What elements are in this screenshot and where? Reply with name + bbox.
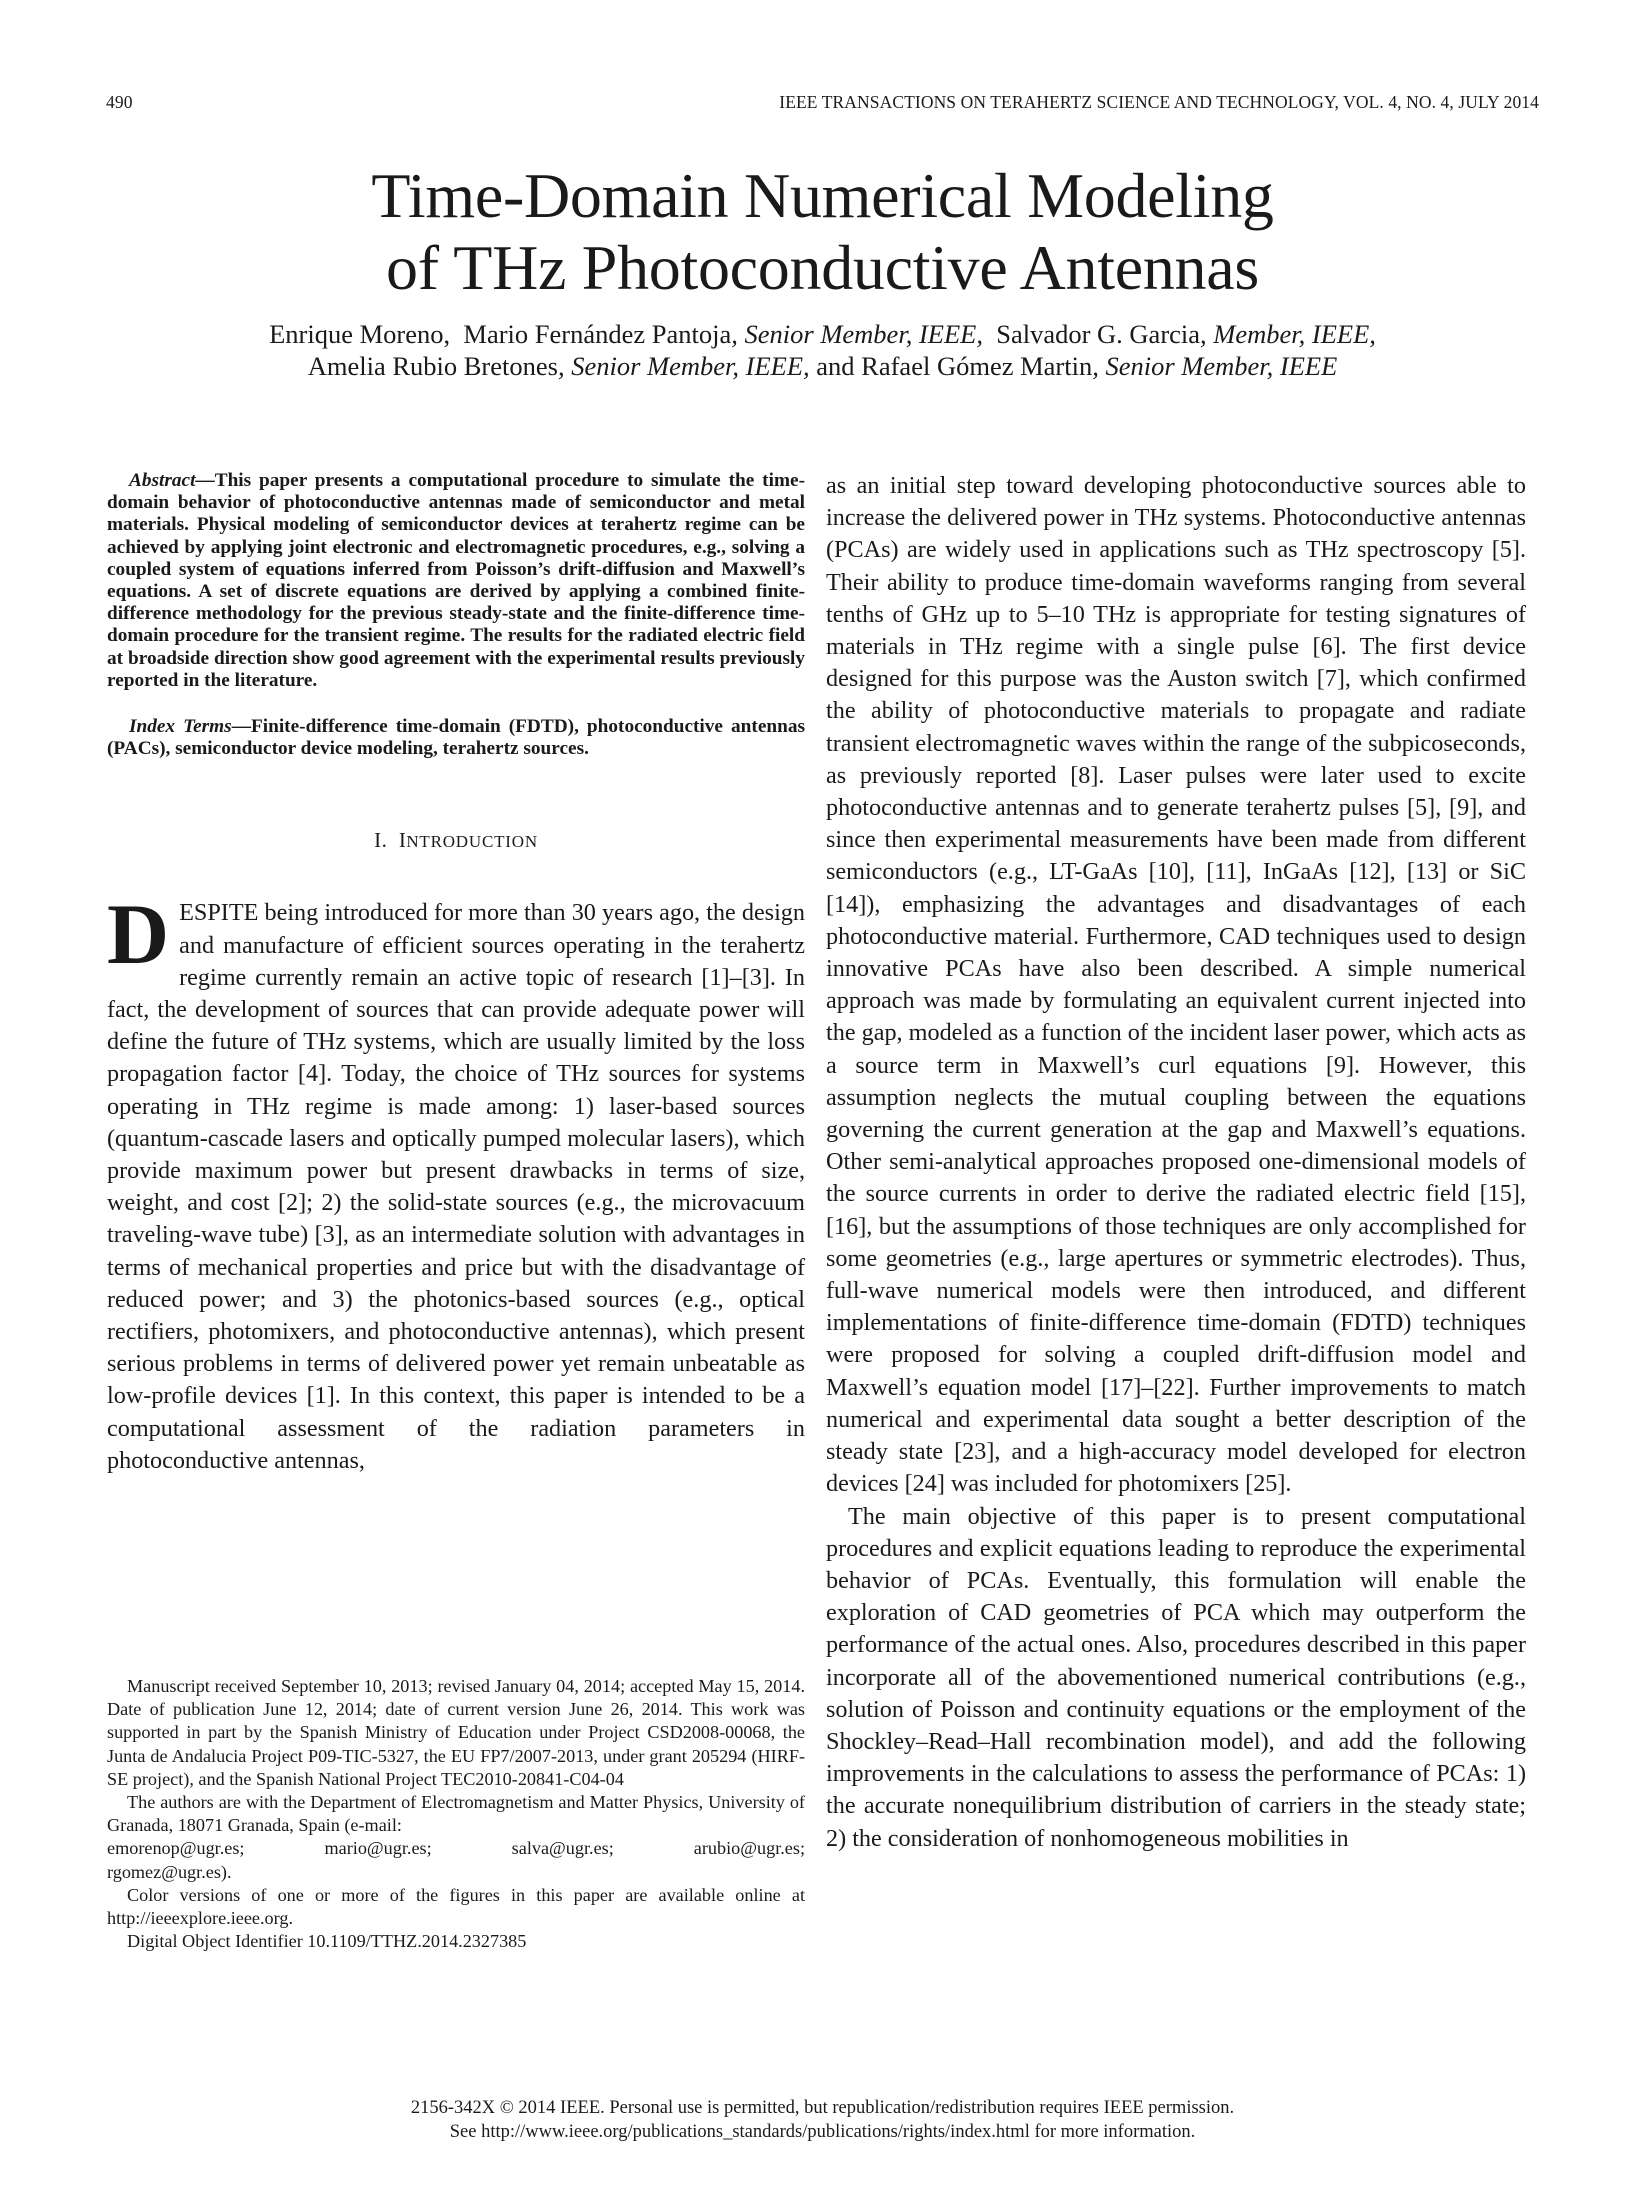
journal-header: IEEE TRANSACTIONS ON TERAHERTZ SCIENCE AND TECHNOLOGY, VOL. 4, NO. 4, JULY 2014 bbox=[779, 92, 1539, 112]
author-affiliation: , Member, IEEE, bbox=[1200, 319, 1376, 349]
drop-cap: D bbox=[107, 886, 170, 983]
index-terms bbox=[107, 716, 805, 760]
page-number: 490 bbox=[106, 92, 133, 112]
copyright-notice bbox=[0, 2096, 1645, 2144]
author-name: Enrique Moreno, bbox=[269, 319, 451, 349]
author-line-1 bbox=[0, 318, 1645, 350]
email-link[interactable]: rgomez@ugr.es). bbox=[107, 1861, 232, 1882]
author-name: Salvador G. Garcia bbox=[996, 319, 1201, 349]
email-link[interactable]: arubio@ugr.es; bbox=[693, 1838, 805, 1859]
author-affiliation: , Senior Member, IEEE, bbox=[557, 351, 810, 381]
intro-text: ESPITE being introduced for more than 30 years ago, the design and manufacture of efficient sources operating in the terahertz regime currently remain an active topic of research [1]–[3]. In fact, the development of sources that can provide adequate power will define the future of THz systems, which are usually limited by the loss propagation factor [4]. Today, the choice of THz sources for systems operating in THz regime is made among: 1) laser-based sources (quantum-cascade lasers and optically pumped molecular lasers), which provide maximum power but present drawbacks in terms of size, weight, and cost [2]; 2) the solid-state sources (e.g., the microvacuum traveling-wave tube) [3], as an intermediate solution with advantages in terms of mechanical properties and price but with the disadvantage of reduced power; and 3) the photonics-based sources (e.g., optical rectifiers, photomixers, and photoconductive antennas), which present serious problems in terms of delivered power yet remain unbeatable as low-profile devices [1]. In this context, this paper is intended to be a computational assessment of the radiation parameters in photoconductive antennas, bbox=[107, 899, 805, 1474]
copyright-line-2: See http://www.ieee.org/publications_standards/publications/rights/index.html for more information. bbox=[449, 2122, 1196, 2142]
index-terms-text: —Finite-difference time-domain (FDTD), photoconductive antennas (PACs), semiconductor device modeling, terahertz sources. bbox=[107, 716, 805, 760]
abstract-lead: Abstract bbox=[129, 470, 196, 491]
intro-paragraph bbox=[107, 886, 805, 1477]
section-title-rest: NTRODUCTION bbox=[406, 832, 538, 852]
footnotes bbox=[107, 1675, 805, 1953]
copyright-line-1: 2156-342X © 2014 IEEE. Personal use is permitted, but republication/redistribution requires IEEE permission. bbox=[410, 2098, 1235, 2118]
body-paragraph: The main objective of this paper is to present computational procedures and explicit equations leading to reproduce the experimental behavior of PCAs. Eventually, this formulation will enable the exploration of CAD geometries of PCA which may outperform the performance of the actual ones. Also, procedures described in this paper incorporate all of the abovementioned numerical contributions (e.g., solution of Poisson and continuity equations or the employment of the Shockley–Read–Hall recombination model), and add the following improvements in the calculations to assess the performance of PCAs: 1) the accurate nonequilibrium distribution of carriers in the steady state; 2) the consideration of nonhomogeneous mobilities in bbox=[826, 1502, 1526, 1852]
left-column bbox=[107, 470, 805, 1477]
author-name: Mario Fernández Pantoja bbox=[463, 319, 732, 349]
footnote-emails-end bbox=[107, 1861, 805, 1884]
footnote-emails bbox=[107, 1837, 805, 1860]
email-link[interactable]: emorenop@ugr.es; bbox=[107, 1838, 245, 1859]
author-affiliation: , Senior Member, IEEE bbox=[1092, 351, 1338, 381]
right-column bbox=[826, 470, 1526, 1855]
author-name: Amelia Rubio Bretones bbox=[307, 351, 558, 381]
footnote-doi: Digital Object Identifier 10.1109/TTHZ.2014.2327385 bbox=[127, 1931, 527, 1952]
author-affiliation: , Senior Member, IEEE, bbox=[731, 319, 983, 349]
author-list bbox=[0, 318, 1645, 382]
email-link[interactable]: salva@ugr.es; bbox=[511, 1838, 614, 1859]
abstract-text: —This paper presents a computational procedure to simulate the time-domain behavior of photoconductive antennas made of semiconductor and metal materials. Physical modeling of semiconductor devices at terahertz regime can be achieved by applying joint electronic and electromagnetic procedures, e.g., solving a coupled system of equations inferred from Poisson’s drift-diffusion and Maxwell’s equations. A set of discrete equations are derived by applying a combined finite-difference methodology for the previous steady-state and the finite-difference time-domain procedure for the transient regime. The results for the radiated electric field at broadside direction show good agreement with the experimental results previously reported in the literature. bbox=[107, 470, 805, 691]
section-heading bbox=[107, 828, 805, 853]
author-name: Rafael Gómez Martin bbox=[861, 351, 1093, 381]
paper-title bbox=[0, 160, 1645, 304]
section-numeral: I. bbox=[374, 828, 388, 853]
footnote-color: Color versions of one or more of the figures in this paper are available online at http://ieeexplore.ieee.org. bbox=[107, 1884, 805, 1929]
email-link[interactable]: mario@ugr.es; bbox=[324, 1838, 432, 1859]
title-line-2: of THz Photoconductive Antennas bbox=[386, 232, 1259, 303]
author-conjunction: and bbox=[816, 351, 855, 381]
section-title-initial: I bbox=[398, 828, 407, 853]
footnote-affiliation: The authors are with the Department of Electromagnetism and Matter Physics, University of Granada, 18071 Granada, Spain (e-mail: bbox=[107, 1792, 805, 1836]
abstract bbox=[107, 470, 805, 692]
footnote-manuscript: Manuscript received September 10, 2013; revised January 04, 2014; accepted May 15, 2014. Date of publication June 12, 2014; date of current version June 26, 2014. This work was supported in part by the Spanish Ministry of Education under Project CSD2008-00068, the Junta de Andalucia Project P09-TIC-5327, the EU FP7/2007-2013, under grant 205294 (HIRF-SE project), and the Spanish National Project TEC2010-20841-C04-04 bbox=[107, 1676, 805, 1789]
author-line-2 bbox=[0, 350, 1645, 382]
index-terms-lead: Index Terms bbox=[129, 716, 232, 738]
body-paragraph: as an initial step toward developing photoconductive sources able to increase the delivered power in THz systems. Photoconductive antennas (PCAs) are widely used in applications such as THz spectroscopy [5]. Their ability to produce time-domain waveforms ranging from several tenths of GHz up to 5–10 THz is appropriate for testing signatures of materials in THz regime with a single pulse [6]. The first device designed for this purpose was the Auston switch [7], which confirmed the ability of photoconductive materials to propagate and radiate transient electromagnetic waves within the range of the subpicoseconds, as previously reported [8]. Laser pulses were later used to excite photoconductive antennas and to generate terahertz pulses [5], [9], and since then experimental measurements have been made from different semiconductors (e.g., LT-GaAs [10], [11], InGaAs [12], [13] or SiC [14]), emphasizing the advantages and disadvantages of each photoconductive material. Furthermore, CAD techniques used to design innovative PCAs have also been described. A simple numerical approach was made by formulating an equivalent current injected into the gap, modeled as a function of the incident laser power, which acts as a source term in Maxwell’s curl equations [9]. However, this assumption neglects the mutual coupling between the equations governing the current generation at the gap and Maxwell’s equations. Other semi-analytical approaches proposed one-dimensional models of the source currents in order to derive the radiated electric field [15], [16], but the assumptions of those techniques are only accomplished for some geometries (e.g., large apertures or symmetric electrodes). Thus, full-wave numerical models were then introduced, and different implementations of finite-difference time-domain (FDTD) techniques were proposed for solving a coupled drift-diffusion model and Maxwell’s equation model [17]–[22]. Further improvements to match numerical and experimental data sought a better description of the steady state [23], and a high-accuracy model developed for electron devices [24] was included for photomixers [25]. bbox=[826, 472, 1526, 1498]
running-head bbox=[106, 92, 1539, 114]
title-line-1: Time-Domain Numerical Modeling bbox=[371, 160, 1274, 231]
